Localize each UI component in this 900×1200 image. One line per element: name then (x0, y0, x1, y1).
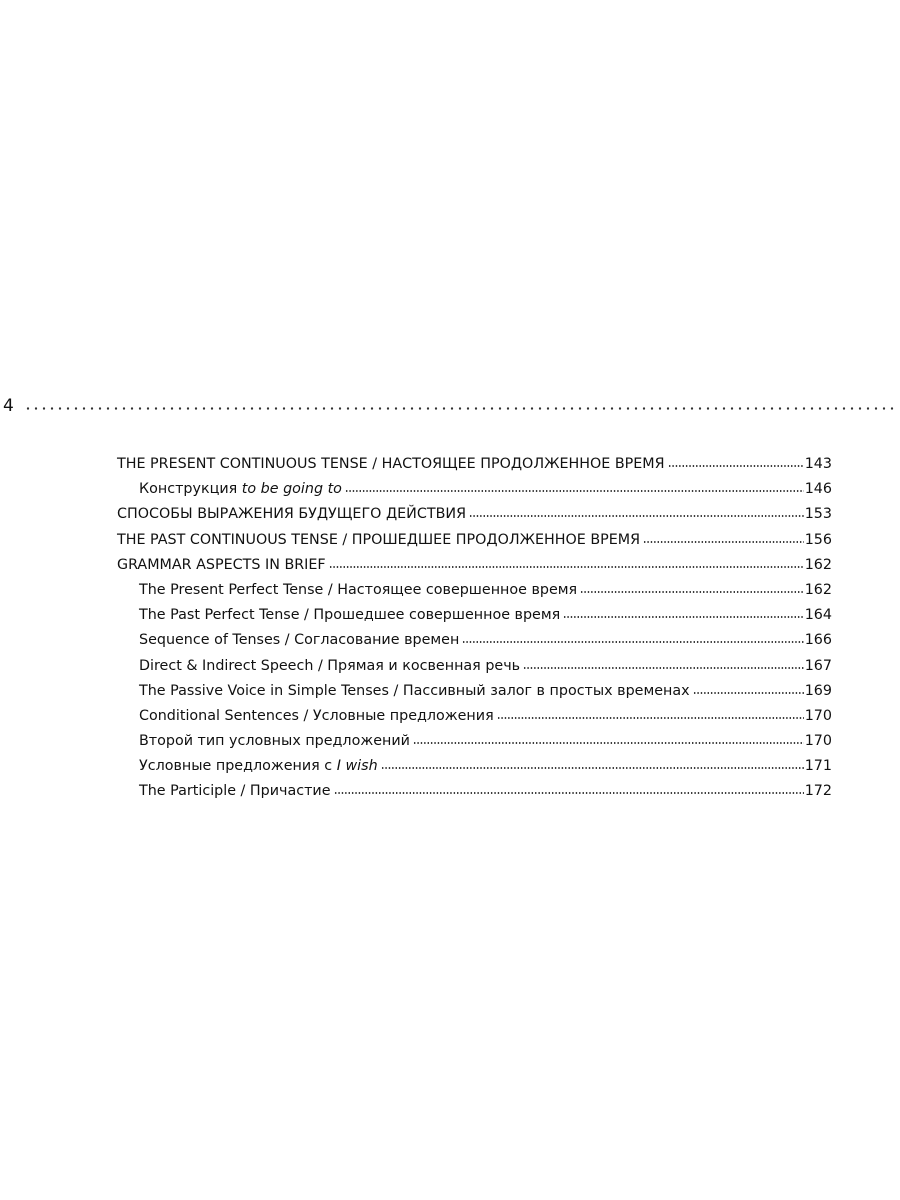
header-dotted-rule (24, 407, 897, 410)
toc-entry-title: Conditional Sentences / Условные предложения (139, 707, 494, 724)
toc-dot-leader (668, 465, 804, 467)
toc-entry-page: 167 (804, 657, 832, 674)
toc-entry-title-italic: to be going to (241, 481, 342, 498)
toc-entry-page: 166 (804, 632, 832, 649)
page-header (3, 392, 897, 420)
toc-entry-i-wish[interactable] (117, 754, 832, 779)
toc-dot-leader (345, 490, 804, 492)
toc-dot-leader (381, 767, 804, 769)
toc-entry-passive-voice[interactable] (117, 679, 832, 704)
toc-entry-page: 170 (804, 707, 832, 724)
toc-entry-page: 170 (804, 733, 832, 750)
toc-entry-page: 153 (804, 506, 832, 523)
toc-dot-leader (334, 792, 804, 794)
page-number: 4 (3, 396, 14, 416)
toc-entry-present-continuous[interactable] (117, 452, 832, 477)
toc-entry-conditional-sentences[interactable] (117, 704, 832, 729)
toc-entry-title: Конструкция to be going to (139, 481, 342, 498)
toc-dot-leader (643, 541, 804, 543)
toc-entry-title: THE PAST CONTINUOUS TENSE / ПРОШЕДШЕЕ ПРОДОЛЖЕННОЕ ВРЕМЯ (117, 531, 641, 548)
toc-entry-past-perfect[interactable] (117, 603, 832, 628)
toc-dot-leader (462, 641, 803, 643)
toc-dot-leader (580, 591, 804, 593)
toc-dot-leader (523, 667, 804, 669)
toc-entry-page: 169 (804, 682, 832, 699)
toc-entry-page: 164 (804, 607, 832, 624)
toc-entry-page: 162 (804, 581, 832, 598)
toc-entry-page: 172 (804, 783, 832, 800)
toc-entry-title: The Participle / Причастие (139, 783, 331, 800)
toc-entry-title: GRAMMAR ASPECTS IN BRIEF (117, 556, 326, 573)
toc-dot-leader (693, 692, 804, 694)
toc-entry-title: Условные предложения с I wish (139, 758, 378, 775)
toc-dot-leader (469, 515, 804, 517)
toc-entry-page: 162 (804, 556, 832, 573)
toc-entry-page: 156 (804, 531, 832, 548)
toc-entry-title-italic: I wish (336, 758, 378, 775)
toc-entry-page: 171 (804, 758, 832, 775)
toc-entry-second-conditional[interactable] (117, 729, 832, 754)
table-of-contents (117, 452, 832, 805)
toc-entry-present-perfect[interactable] (117, 578, 832, 603)
toc-entry-to-be-going-to[interactable] (117, 477, 832, 502)
toc-entry-title: THE PRESENT CONTINUOUS TENSE / НАСТОЯЩЕЕ ПРОДОЛЖЕННОЕ ВРЕМЯ (117, 456, 665, 472)
toc-entry-participle[interactable] (117, 779, 832, 804)
toc-entry-title: Direct & Indirect Speech / Прямая и косвенная речь (139, 657, 521, 674)
toc-entry-title: The Past Perfect Tense / Прошедшее совершенное время (139, 607, 561, 624)
toc-entry-sequence-of-tenses[interactable] (117, 628, 832, 653)
toc-dot-leader (329, 566, 804, 568)
toc-entry-past-continuous[interactable] (117, 528, 832, 553)
toc-entry-title: The Passive Voice in Simple Tenses / Пассивный залог в простых временах (139, 682, 690, 699)
toc-entry-direct-indirect-speech[interactable] (117, 654, 832, 679)
toc-entry-title: Второй тип условных предложений (139, 733, 410, 750)
toc-entry-title: Sequence of Tenses / Согласование времен (139, 632, 460, 649)
toc-entry-title: The Present Perfect Tense / Настоящее совершенное время (139, 581, 578, 598)
toc-entry-title: СПОСОБЫ ВЫРАЖЕНИЯ БУДУЩЕГО ДЕЙСТВИЯ (117, 506, 467, 523)
toc-entry-page: 143 (804, 456, 832, 472)
toc-dot-leader (563, 616, 803, 618)
toc-dot-leader (497, 717, 804, 719)
toc-entry-page: 146 (804, 481, 832, 498)
toc-dot-leader (413, 742, 804, 744)
toc-entry-grammar-aspects[interactable] (117, 553, 832, 578)
toc-entry-future-action[interactable] (117, 502, 832, 527)
